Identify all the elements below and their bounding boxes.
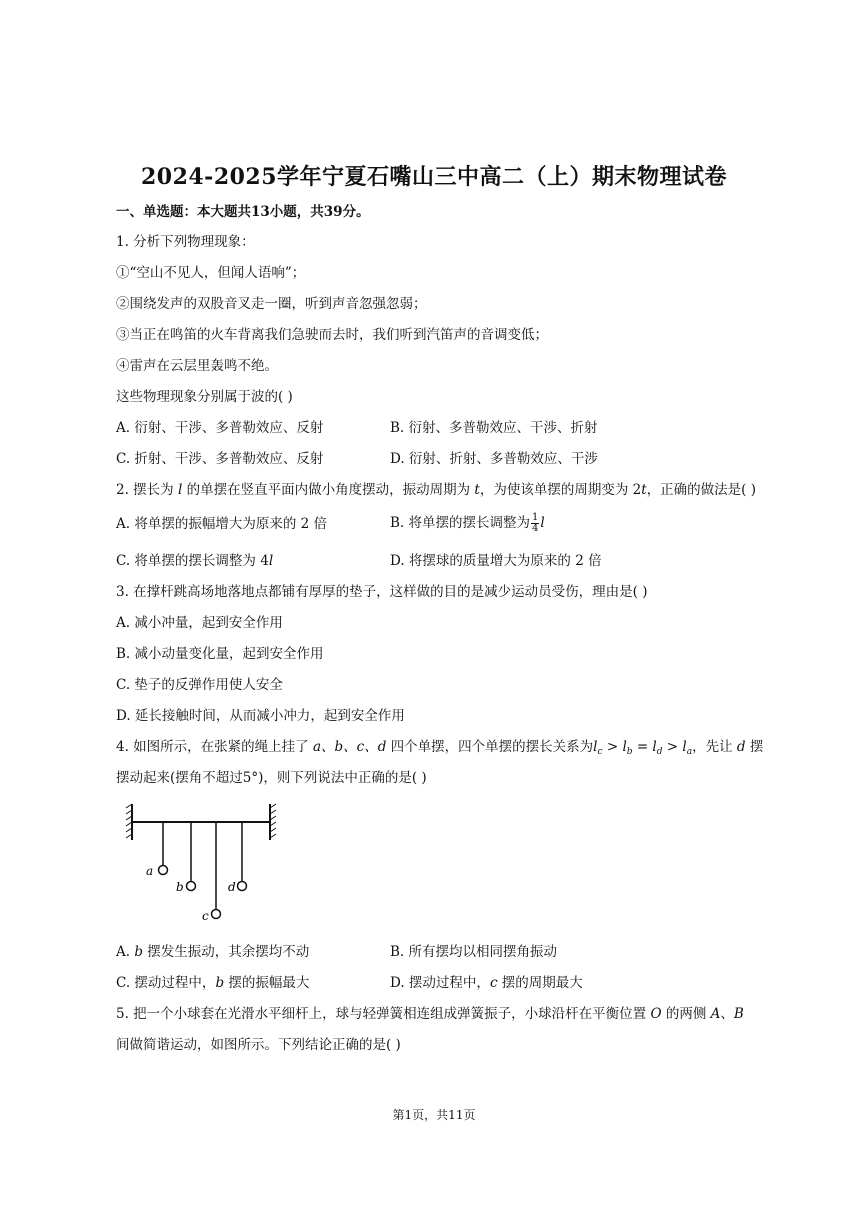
q4-stem-line2: 摆动起来(摆角不超过5°)，则下列说法中正确的是( ) [116,770,427,786]
q4-var-d: d [736,739,746,755]
q4-stem-text: 4. 如图所示，在张紧的绳上挂了 [116,739,313,755]
q4-option-a-text: 摆发生振动，其余摆均不动 [143,944,310,960]
q2-option-a: A. 将单摆的振幅增大为原来的 2 倍 [116,516,328,532]
q3-stem: 3. 在撑杆跳高场地落地点都铺有厚厚的垫子，这样做的目的是减少运动员受伤，理由是( ) [116,584,648,600]
q4-option-c [116,974,309,992]
q4-option-a-text: A. [116,944,135,960]
q5-stem-text: 、 [720,1006,734,1022]
q4-option-d-text: 摆的周期最大 [497,975,583,991]
q5-var-a: A [710,1006,721,1022]
q1-option-b: B. 衍射、多普勒效应、干涉、折射 [390,420,598,436]
q2-var-l: l [177,482,183,498]
q3-option-a: A. 减小冲量，起到安全作用 [116,615,283,631]
page-title: 2024-2025学年宁夏石嘴山三中高二（上）期末物理试卷 [140,164,728,190]
q4-vars: a、b、c、d [312,739,387,755]
q1-item-1: ①“空山不见人，但闻人语响”； [116,265,306,281]
q5-stem [116,1005,744,1023]
q4-stem-text: 四个单摆，四个单摆的摆长关系为 [386,739,594,755]
q1-item-3: ③当正在鸣笛的火车背离我们急驶而去时，我们听到汽笛声的音调变低； [116,327,548,343]
q2-option-b-text: B. 将单摆的摆长调整为 [390,515,531,531]
q4-option-c-text: 摆的振幅最大 [224,975,310,991]
q2-stem-text: ，为使该单摆的周期变为 2 [479,482,642,498]
q4-var-c: c [489,975,498,991]
q1-option-d: D. 衍射、折射、多普勒效应、干涉 [390,451,598,467]
label-a: a [146,864,154,878]
q1-item-4: ④雷声在云层里轰鸣不绝。 [116,358,278,374]
q4-var-b: b [215,975,225,991]
q2-stem [116,481,756,499]
pendulum-b-bob [187,882,196,891]
q4-option-d-text: D. 摆动过程中， [390,975,490,991]
q2-option-d: D. 将摆球的质量增大为原来的 2 倍 [390,553,602,569]
q2-var-l: l [540,515,545,531]
q2-var-l: l [268,553,274,569]
q4-stem-text: ，先让 [692,739,737,755]
pendulum-c-bob [212,910,221,919]
section-heading: 一、单选题：本大题共13小题，共39分。 [116,204,370,220]
q2-option-b [390,513,545,534]
q4-stem [116,738,763,761]
fraction-numerator: 1 [532,512,539,523]
q4-option-a [116,943,309,961]
q1-item-2: ②围绕发声的双股音叉走一圈，听到声音忽强忽弱； [116,296,427,312]
q4-option-b: B. 所有摆均以相同摆角振动 [390,944,558,960]
q3-option-b: B. 减小动量变化量，起到安全作用 [116,646,324,662]
pendulum-a-bob [159,866,168,875]
q5-var-b: B [733,1006,744,1022]
label-d: d [228,880,236,894]
q4-option-d [390,974,583,992]
q2-stem-text: ，正确的做法是( ) [646,482,756,498]
q2-option-c [116,552,273,570]
q4-relation: $l_c > l_b = l_d > l_a$ [593,739,693,757]
pendulum-d-bob [238,882,247,891]
page-footer: 第1页，共11页 [392,1108,476,1122]
pendulum-figure [124,800,284,925]
q5-stem-line2: 间做简谐运动，如图所示。下列结论正确的是( ) [116,1037,401,1053]
fraction [531,513,539,534]
q2-var-t: t [474,482,480,498]
label-b: b [176,880,184,894]
q1-option-c: C. 折射、干涉、多普勒效应、反射 [116,451,324,467]
q5-stem-text: 的两侧 [661,1006,711,1022]
q2-stem-text: 2. 摆长为 [116,482,178,498]
q2-var-t: t [641,482,647,498]
q4-stem-text: 摆 [745,739,764,755]
fraction-denominator: 4 [532,523,539,534]
q4-option-c-text: C. 摆动过程中， [116,975,216,991]
q3-option-c: C. 垫子的反弹作用使人安全 [116,677,283,693]
q2-option-c-text: C. 将单摆的摆长调整为 4 [116,553,269,569]
q1-option-a: A. 衍射、干涉、多普勒效应、反射 [116,420,324,436]
q1-ask: 这些物理现象分别属于波的( ) [116,389,293,405]
q5-stem-text: 5. 把一个小球套在光滑水平细杆上，球与轻弹簧相连组成弹簧振子，小球沿杆在平衡位置 [116,1006,651,1022]
q2-stem-text: 的单摆在竖直平面内做小角度摆动，振动周期为 [182,482,475,498]
q4-var-b: b [134,944,143,960]
q5-var-o: O [650,1006,662,1022]
label-c: c [202,909,209,923]
q1-stem: 1. 分析下列物理现象： [116,234,255,250]
q3-option-d: D. 延长接触时间，从而减小冲力，起到安全作用 [116,708,405,724]
